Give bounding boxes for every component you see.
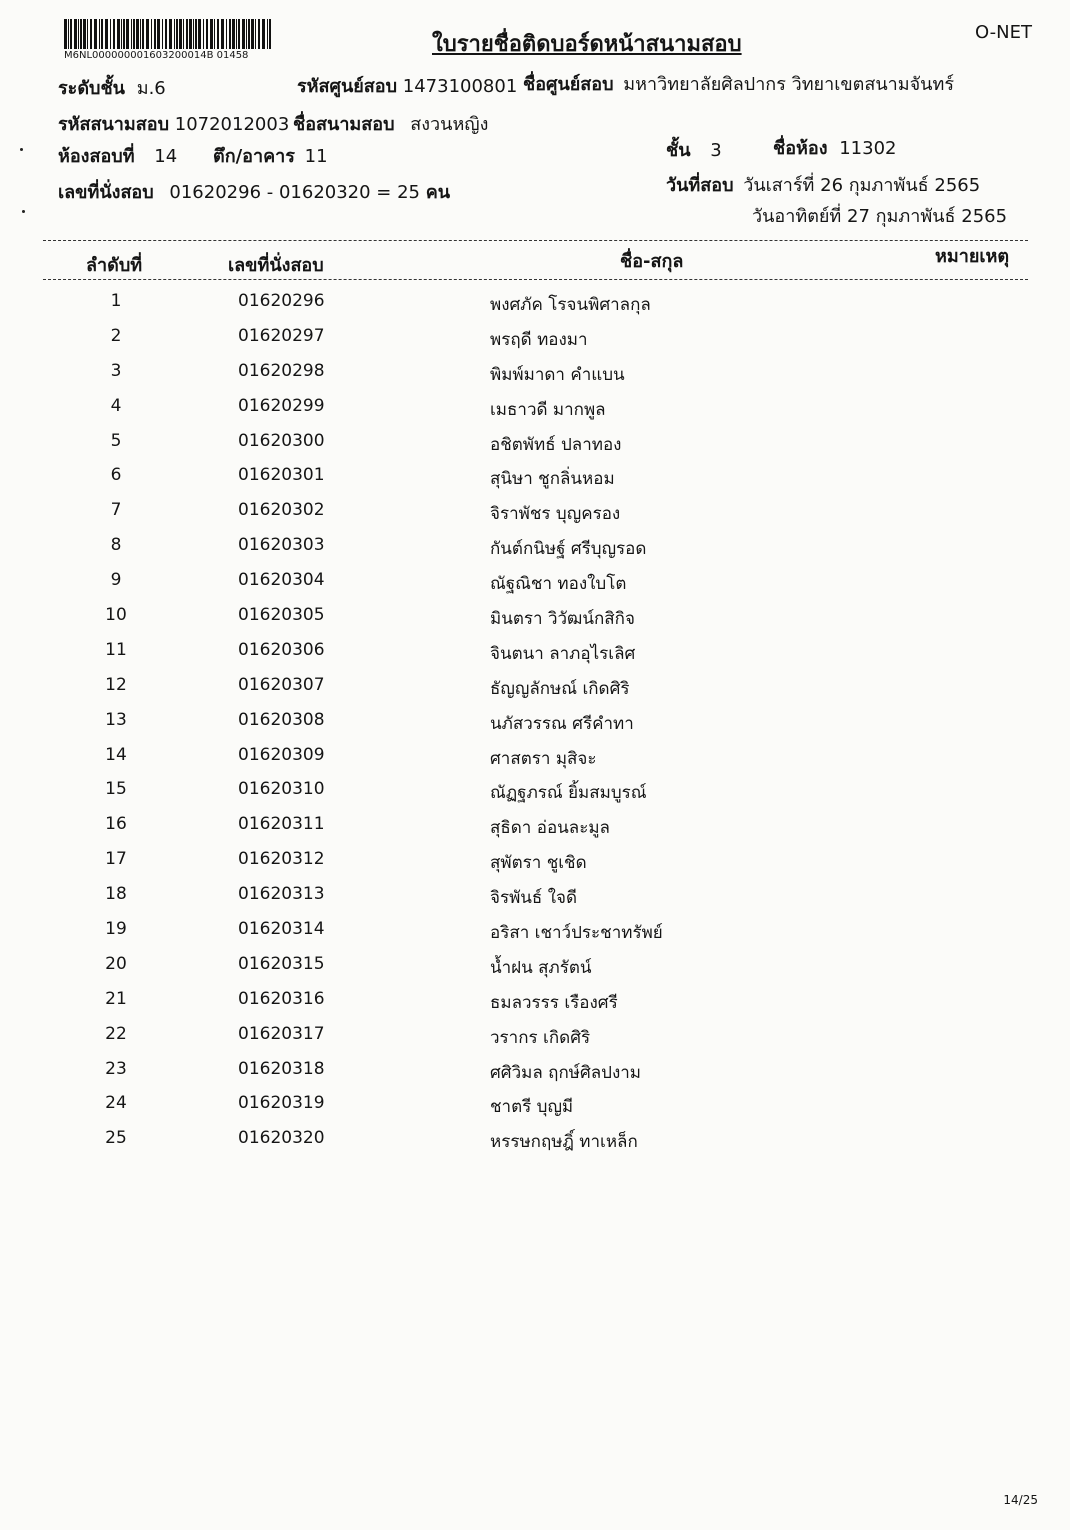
table-row [0,563,1070,598]
building-value: 11 [304,146,328,167]
seat-number: 01620315 [238,953,325,974]
venue-name-label: ชื่อสนามสอบ [293,114,395,135]
table-row [0,842,1070,877]
seat-number: 01620298 [238,360,325,381]
column-header-name: ชื่อ-สกุล [620,251,684,272]
seats-value: 01620296 - 01620320 = 25 [169,182,421,203]
seat-number: 01620312 [238,849,325,870]
center-code-label: รหัสศูนย์สอบ [297,76,398,97]
row-number: 9 [110,570,122,591]
student-name: อริสา เชาว์ประชาทรัพย์ [490,923,663,944]
seat-number: 01620308 [238,709,325,730]
seat-number: 01620310 [238,779,325,800]
seat-number: 01620302 [238,500,325,521]
student-name: กันต์กนิษฐ์ ศรีบุญรอด [490,539,647,560]
table-row [0,947,1070,982]
row-number: 21 [105,988,127,1009]
row-number: 20 [105,953,127,974]
exam-room-value: 14 [154,146,178,167]
student-name: ศาสตรา มุสิจะ [490,748,597,769]
row-number: 2 [110,325,122,346]
center-code-value: 1473100801 [402,76,518,97]
row-number: 4 [110,395,122,416]
student-name: วรากร เกิดศิริ [490,1027,591,1048]
seat-number: 01620305 [238,605,325,626]
student-name: พิมพ์มาดา คำแบน [490,364,625,385]
student-name: หรรษกฤษฎิ์ ทาเหล็ก [490,1132,638,1153]
seat-number: 01620313 [238,884,325,905]
student-name: จิรพันธ์ ใจดี [490,888,578,909]
row-number: 18 [105,884,127,905]
document-title: ใบรายชื่อติดบอร์ดหน้าสนามสอบ [432,32,742,57]
student-name: จิราพัชร บุญครอง [490,504,621,525]
seat-number: 01620317 [238,1023,325,1044]
row-number: 3 [110,360,122,381]
row-number: 12 [105,674,127,695]
row-number: 11 [105,639,127,660]
seats-field [58,177,450,206]
table-row [0,598,1070,633]
row-number: 25 [105,1128,127,1149]
table-row [0,807,1070,842]
row-number: 10 [105,605,127,626]
column-header-no: ลำดับที่ [86,255,143,276]
row-number: 5 [110,430,122,451]
student-name: ณัฏฐภรณ์ ยิ้มสมบูรณ์ [490,783,647,804]
table-row [0,703,1070,738]
center-code-field [297,71,517,100]
row-number: 16 [105,814,127,835]
building-field [213,141,328,170]
page-number: 14/25 [1003,1493,1038,1507]
table-row [0,319,1070,354]
table-row [0,633,1070,668]
row-number: 7 [110,500,122,521]
floor-value: 3 [710,140,722,161]
seat-number: 01620316 [238,988,325,1009]
exam-room-field [58,141,177,170]
seat-number: 01620311 [238,814,325,835]
level-value: ม.6 [136,78,166,99]
row-number: 8 [110,535,122,556]
seat-number: 01620296 [238,291,325,311]
table-top-divider [43,240,1028,241]
student-name: ธมลวรรร เรืองศรี [490,992,618,1013]
room-name-label: ชื่อห้อง [773,138,828,159]
exam-date-label: วันที่สอบ [666,175,734,196]
table-row [0,1086,1070,1121]
level-label: ระดับชั้น [58,78,125,99]
seat-number: 01620309 [238,744,325,765]
student-name: ศศิวิมล ฤกษ์ศิลปงาม [490,1062,641,1083]
seat-number: 01620320 [238,1128,325,1149]
exam-type-label: O-NET [975,22,1032,43]
row-number: 19 [105,919,127,940]
student-name: ณัฐณิชา ทองใบโต [490,574,627,595]
exam-date-field [666,170,980,199]
table-row [0,738,1070,773]
seat-number: 01620301 [238,465,325,486]
center-name-field [523,69,954,98]
level-field [58,73,166,102]
barcode-image [64,19,274,49]
scan-speck [20,148,23,151]
table-row [0,354,1070,389]
student-name: ธัญญลักษณ์ เกิดศิริ [490,678,630,699]
student-name: สุพัตรา ชูเชิด [490,853,587,874]
seat-number: 01620318 [238,1058,325,1079]
row-number: 24 [105,1093,127,1114]
table-row [0,528,1070,563]
seat-number: 01620299 [238,395,325,416]
venue-code-value: 1072012003 [174,114,290,135]
row-number: 17 [105,849,127,870]
center-name-value: มหาวิทยาลัยศิลปากร วิทยาเขตสนามจันทร์ [623,74,955,95]
seat-number: 01620306 [238,639,325,660]
row-number: 13 [105,709,127,730]
table-row [0,458,1070,493]
venue-code-label: รหัสสนามสอบ [58,114,170,135]
room-name-field [773,133,897,162]
scan-speck [22,210,25,213]
venue-code-field [58,109,289,138]
floor-field [666,135,722,164]
table-row [0,1017,1070,1052]
seat-number: 01620300 [238,430,325,451]
seats-unit: คน [425,182,451,203]
seat-number: 01620314 [238,919,325,940]
row-number: 6 [110,465,122,486]
table-row [0,982,1070,1017]
student-name: นภัสวรรณ ศรีคำทา [490,713,634,734]
table-row [0,912,1070,947]
exam-date-2: วันอาทิตย์ที่ 27 กุมภาพันธ์ 2565 [752,206,1008,227]
barcode-number: M6NL000000001603200014B 01458 [64,50,249,61]
venue-name-field [293,109,488,138]
column-header-seat: เลขที่นั่งสอบ [228,255,324,276]
table-row [0,493,1070,528]
table-row [0,877,1070,912]
room-name-value: 11302 [839,138,897,159]
table-row [0,284,1070,319]
student-name: น้ำฝน สุภรัตน์ [490,957,592,978]
student-name: สุนิษา ชูกลิ่นหอม [490,469,615,490]
student-name: มินตรา วิวัฒน์กสิกิจ [490,609,635,630]
table-row [0,1121,1070,1156]
seat-number: 01620297 [238,325,325,346]
table-row [0,772,1070,807]
floor-label: ชั้น [666,140,691,161]
seat-number: 01620307 [238,674,325,695]
center-name-label: ชื่อศูนย์สอบ [523,74,614,95]
row-number: 23 [105,1058,127,1079]
student-name: พรฤดี ทองมา [490,329,588,350]
table-row [0,668,1070,703]
seats-label: เลขที่นั่งสอบ [58,182,154,203]
table-row [0,1052,1070,1087]
row-number: 15 [105,779,127,800]
row-number: 1 [110,291,122,311]
seat-number: 01620319 [238,1093,325,1114]
table-header-divider [43,279,1028,280]
student-name: พงศภัค โรจนพิศาลกุล [490,295,651,315]
building-label: ตึก/อาคาร [213,146,295,167]
row-number: 14 [105,744,127,765]
venue-name-value: สงวนหญิง [410,114,489,135]
exam-room-label: ห้องสอบที่ [58,146,135,167]
exam-date-1: วันเสาร์ที่ 26 กุมภาพันธ์ 2565 [743,175,981,196]
student-name: สุธิดา อ่อนละมูล [490,818,610,839]
row-number: 22 [105,1023,127,1044]
seat-number: 01620303 [238,535,325,556]
table-row [0,389,1070,424]
student-name: ชาตรี บุญมี [490,1097,574,1118]
table-row [0,424,1070,459]
student-name: เมธาวดี มากพูล [490,399,606,420]
seat-number: 01620304 [238,570,325,591]
column-header-remark: หมายเหตุ [935,246,1010,267]
student-name: จินตนา ลาภอุไรเลิศ [490,643,636,664]
student-table-body [0,284,1070,1156]
student-name: อชิตพัทธ์ ปลาทอง [490,434,622,455]
